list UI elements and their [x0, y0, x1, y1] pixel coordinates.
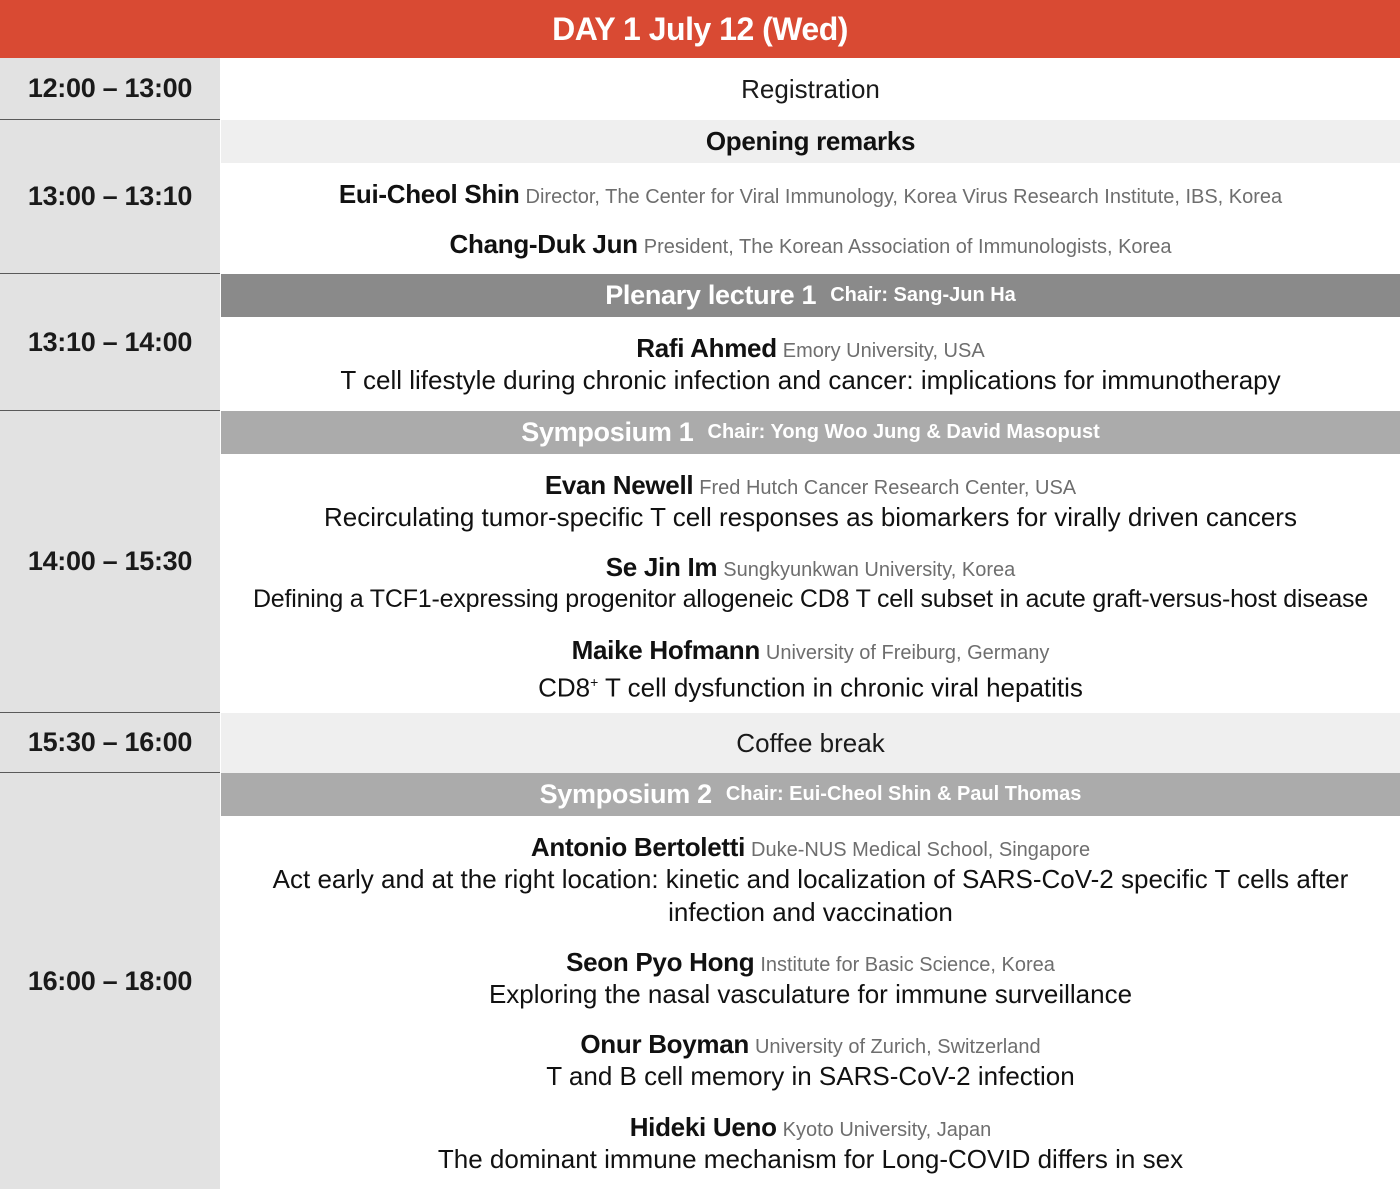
speaker-name: Onur Boyman	[580, 1029, 749, 1059]
speaker-name: Antonio Bertoletti	[530, 832, 746, 862]
talk-title: Defining a TCF1-expressing progenitor allogeneic CD8 T cell subset in acute graft-versus-host disease	[252, 585, 1369, 613]
talk	[221, 634, 1400, 705]
speaker-name: Eui-Cheol Shin	[338, 179, 520, 209]
session-title: Symposium 1	[521, 417, 694, 447]
talk	[221, 831, 1400, 929]
talk	[221, 469, 1400, 534]
talk-title: Exploring the nasal vasculature for immune surveillance	[488, 979, 1133, 1009]
time-slot: 12:00 – 13:00	[0, 58, 220, 120]
registration-label: Registration	[741, 73, 880, 104]
speaker-affiliation: Director, The Center for Viral Immunology, Korea Virus Research Institute, IBS, Korea	[525, 186, 1283, 208]
session-chair: Chair: Eui-Cheol Shin & Paul Thomas	[725, 783, 1082, 805]
speaker-affiliation: University of Freiburg, Germany	[765, 642, 1050, 664]
speaker-name: Rafi Ahmed	[636, 333, 777, 363]
symposium-2-bar	[221, 773, 1400, 816]
opening-remarks-title: Opening remarks	[705, 126, 916, 156]
symposium-1-bar	[221, 411, 1400, 454]
talk	[221, 551, 1400, 616]
speaker-affiliation: President, The Korean Association of Immunologists, Korea	[643, 236, 1172, 258]
superscript-plus: +	[590, 674, 599, 690]
talk-title: T and B cell memory in SARS-CoV-2 infection	[546, 1061, 1075, 1091]
speaker-affiliation: University of Zurich, Switzerland	[754, 1036, 1041, 1058]
time-slot: 16:00 – 18:00	[0, 773, 220, 1189]
talk-title: Act early and at the right location: kinetic and localization of SARS-CoV-2 specific T cells after	[272, 864, 1349, 894]
plenary-lecture-bar	[221, 274, 1400, 317]
speaker-affiliation: Emory University, USA	[782, 340, 985, 362]
speaker-name: Hideki Ueno	[629, 1112, 777, 1142]
speaker-affiliation: Fred Hutch Cancer Research Center, USA	[699, 477, 1077, 499]
coffee-break-label: Coffee break	[736, 727, 885, 758]
speaker-name: Chang-Duk Jun	[449, 229, 638, 259]
talk	[221, 1028, 1400, 1093]
time-slot: 13:00 – 13:10	[0, 120, 220, 274]
speaker-name: Se Jin Im	[605, 552, 718, 582]
talk	[221, 1111, 1400, 1176]
talk-title: The dominant immune mechanism for Long-COVID differs in sex	[437, 1144, 1184, 1174]
opening-remarks-bar	[221, 120, 1400, 163]
time-slot: 15:30 – 16:00	[0, 713, 220, 773]
speaker-name: Maike Hofmann	[571, 635, 760, 665]
coffee-break-row	[221, 713, 1400, 773]
day-header: DAY 1 July 12 (Wed)	[0, 0, 1400, 58]
session-title: Symposium 2	[539, 779, 712, 809]
talk	[221, 946, 1400, 1011]
time-slot: 14:00 – 15:30	[0, 411, 220, 713]
speaker-affiliation: Institute for Basic Science, Korea	[760, 954, 1055, 976]
registration-row	[221, 58, 1400, 120]
opening-speaker	[221, 228, 1400, 260]
talk-title: infection and vaccination	[668, 897, 953, 927]
talk-title: T cell lifestyle during chronic infection and cancer: implications for immunotherapy	[340, 365, 1281, 395]
talk-title-text: T cell dysfunction in chronic viral hepatitis	[598, 672, 1083, 703]
speaker-name: Seon Pyo Hong	[566, 947, 755, 977]
session-title: Plenary lecture 1	[605, 280, 817, 310]
speaker-affiliation: Sungkyunkwan University, Korea	[723, 559, 1016, 581]
opening-speaker	[221, 178, 1400, 210]
session-chair: Chair: Sang-Jun Ha	[830, 284, 1016, 306]
speaker-name: Evan Newell	[544, 470, 694, 500]
session-chair: Chair: Yong Woo Jung & David Masopust	[707, 421, 1100, 443]
speaker-affiliation: Kyoto University, Japan	[782, 1119, 992, 1141]
speaker-affiliation: Duke-NUS Medical School, Singapore	[751, 839, 1091, 861]
talk-title	[221, 666, 1400, 705]
time-slot: 13:10 – 14:00	[0, 274, 220, 411]
talk	[221, 332, 1400, 397]
talk-title-text: CD8	[538, 672, 591, 703]
talk-title: Recirculating tumor-specific T cell responses as biomarkers for virally driven cancers	[324, 502, 1297, 532]
